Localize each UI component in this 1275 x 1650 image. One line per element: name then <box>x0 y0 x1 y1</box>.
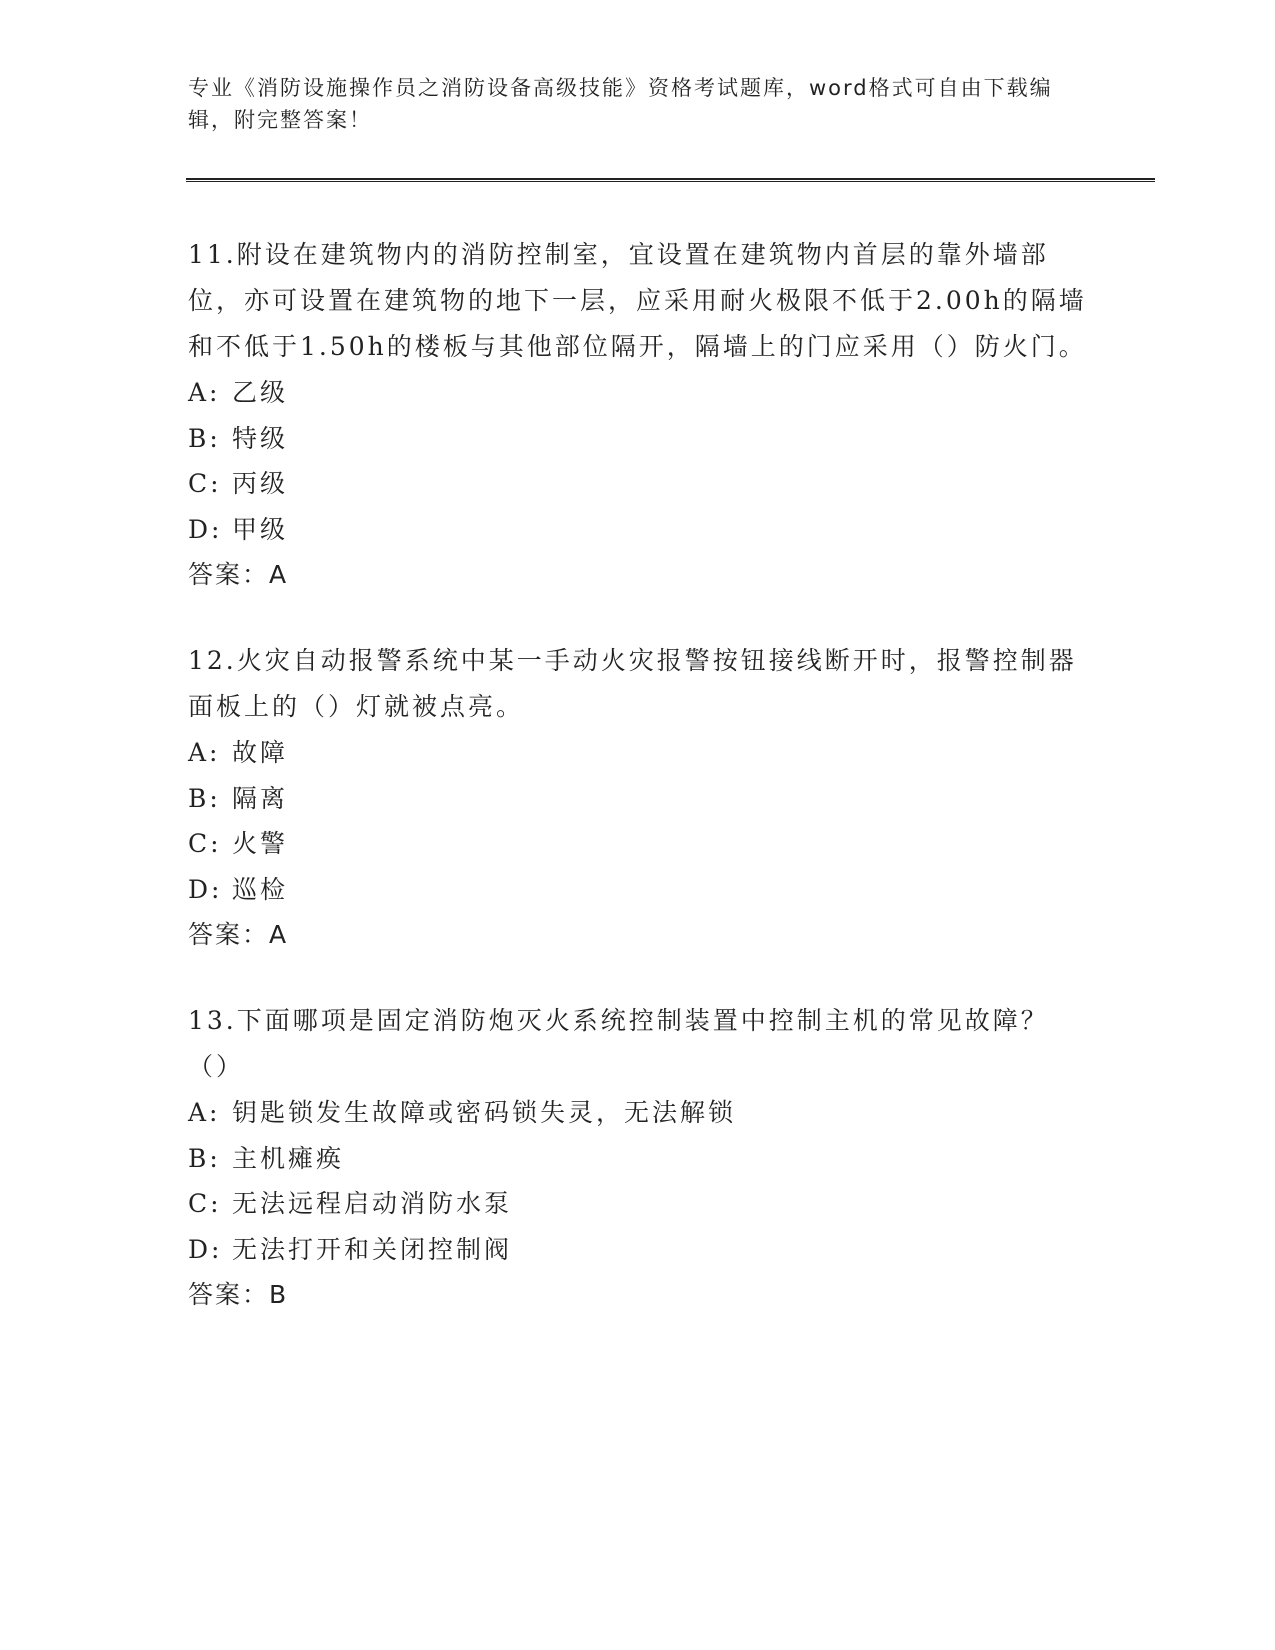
option-text: 火警 <box>232 829 289 858</box>
option-key: C: <box>188 829 222 858</box>
option-key: A: <box>188 378 221 407</box>
question-list <box>188 232 1088 1358</box>
option-c <box>188 821 1088 867</box>
answer-line <box>188 1272 1088 1318</box>
option-text: 乙级 <box>232 378 289 407</box>
option-key: D: <box>188 1234 223 1264</box>
answer-label: 答案： <box>188 920 270 949</box>
question-11 <box>188 232 1088 598</box>
option-a <box>188 370 1088 416</box>
answer-label: 答案： <box>188 560 270 589</box>
question-stem: 13.下面哪项是固定消防炮灭火系统控制装置中控制主机的常见故障？（） <box>188 1006 1049 1081</box>
option-text: 钥匙锁发生故障或密码锁失灵，无法解锁 <box>232 1098 737 1127</box>
option-text: 巡检 <box>232 874 289 904</box>
option-key: A: <box>188 1098 221 1127</box>
question-stem: 11.附设在建筑物内的消防控制室，宜设置在建筑物内首层的靠外墙部位，亦可设置在建筑物的地下一层，应采用耐火极限不低于2.00h的隔墙和不低于1.50h的楼板与其他部位隔开，隔墙上的门应采用（）防火门。 <box>188 240 1087 361</box>
option-text: 无法打开和关闭控制阀 <box>232 1234 513 1264</box>
header-divider <box>186 178 1155 182</box>
option-d <box>188 1227 1088 1273</box>
option-text: 无法远程启动消防水泵 <box>232 1189 513 1218</box>
option-b <box>188 1136 1088 1182</box>
answer-line <box>188 912 1088 958</box>
option-text: 特级 <box>232 423 289 453</box>
answer-value: A <box>269 560 289 589</box>
option-b <box>188 776 1088 822</box>
answer-value: A <box>269 920 289 949</box>
question-12 <box>188 638 1088 958</box>
option-key: B: <box>188 783 221 813</box>
option-text: 故障 <box>232 738 289 767</box>
answer-value: B <box>269 1280 289 1309</box>
option-c <box>188 1181 1088 1227</box>
option-d <box>188 507 1088 553</box>
option-key: C: <box>188 469 222 498</box>
option-key: D: <box>188 874 223 904</box>
option-a <box>188 1090 1088 1136</box>
option-a <box>188 730 1088 776</box>
option-text: 隔离 <box>232 783 289 813</box>
option-c <box>188 461 1088 507</box>
option-key: D: <box>188 514 223 544</box>
option-key: C: <box>188 1189 222 1218</box>
option-b <box>188 416 1088 462</box>
answer-label: 答案： <box>188 1280 270 1309</box>
option-key: A: <box>188 738 221 767</box>
option-key: B: <box>188 1143 221 1173</box>
answer-line <box>188 552 1088 598</box>
page-header-text: 专业《消防设施操作员之消防设备高级技能》资格考试题库，word格式可自由下载编辑，附完整答案！ <box>188 76 1053 132</box>
option-text: 甲级 <box>232 514 289 544</box>
option-text: 主机瘫痪 <box>232 1143 345 1173</box>
option-key: B: <box>188 423 221 453</box>
question-13 <box>188 998 1088 1318</box>
question-stem: 12.火灾自动报警系统中某一手动火灾报警按钮接线断开时，报警控制器面板上的（）灯就被点亮。 <box>188 646 1077 721</box>
option-text: 丙级 <box>232 469 289 498</box>
option-d <box>188 867 1088 913</box>
